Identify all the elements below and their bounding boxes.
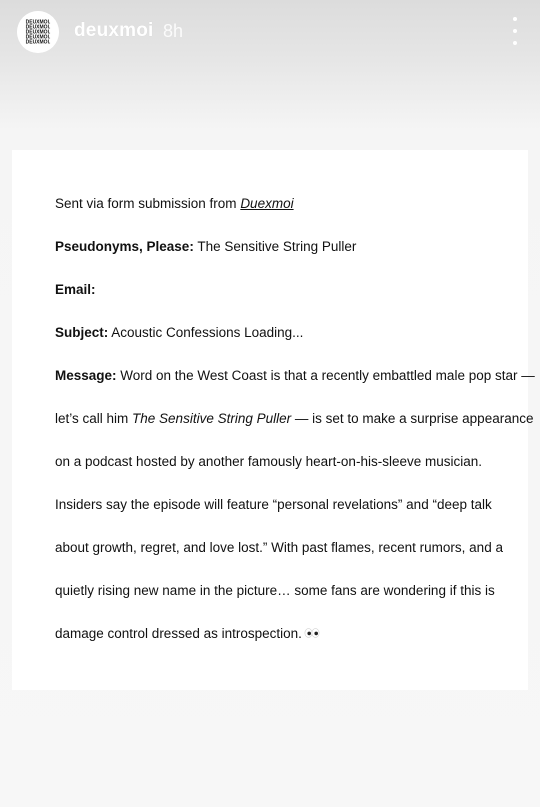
avatar-logo-line: DEUXMOI. — [25, 34, 51, 41]
story-timestamp: 8h — [163, 21, 184, 41]
more-dot-icon — [513, 29, 517, 33]
message-line-1 — [55, 365, 535, 408]
avatar-logo-line: DEUXMOI. — [25, 39, 51, 46]
avatar-logo-line: DEUXMOI. — [25, 24, 51, 31]
eyes-emoji-icon — [304, 628, 320, 638]
profile-avatar[interactable] — [17, 11, 59, 53]
username-label[interactable]: deuxmoi — [74, 20, 154, 41]
message-line-4 — [55, 494, 515, 537]
more-options-button[interactable] — [508, 17, 522, 45]
story-header — [0, 0, 540, 64]
message-text-6: quietly rising new name in the picture… some fans are wondering if this is — [55, 583, 495, 598]
more-dot-icon — [513, 41, 517, 45]
email-label: Email: — [55, 282, 96, 297]
message-text-2b: — is set to make a surprise appearance — [291, 411, 534, 426]
message-line-7 — [55, 623, 515, 666]
more-dot-icon — [513, 17, 517, 21]
message-text-2a: let’s call him — [55, 411, 133, 426]
avatar-logo-line: DEUXMOI. — [25, 19, 51, 26]
message-text-7: damage control dressed as introspection. — [55, 626, 302, 641]
deuxmoi-logo-icon — [17, 11, 59, 53]
message-text-5: about growth, regret, and love lost.” With past flames, recent rumors, and a — [55, 540, 503, 555]
message-text-2-italic: The Sensitive String Puller — [132, 411, 292, 426]
source-link[interactable]: Duexmoi — [240, 196, 294, 211]
email-line — [55, 279, 515, 322]
message-line-6 — [55, 580, 515, 623]
subject-line — [55, 322, 515, 365]
pseudonym-value: The Sensitive String Puller — [193, 239, 357, 254]
message-text-4: Insiders say the episode will feature “personal revelations” and “deep talk — [55, 497, 492, 512]
message-line-5 — [55, 537, 515, 580]
message-text-1: Word on the West Coast is that a recently embattled male pop star — — [116, 368, 535, 383]
submission-content — [55, 193, 535, 666]
intro-line — [55, 193, 515, 236]
message-line-2 — [55, 408, 534, 451]
message-text-3: on a podcast hosted by another famously heart-on-his-sleeve musician. — [55, 454, 482, 469]
message-line-3 — [55, 451, 515, 494]
message-label: Message: — [55, 368, 117, 383]
intro-text: Sent via form submission from — [55, 196, 241, 211]
pseudonym-line — [55, 236, 515, 279]
avatar-logo-line: DEUXMOI. — [25, 29, 51, 36]
subject-value: Acoustic Confessions Loading... — [108, 325, 304, 340]
pseudonym-label: Pseudonyms, Please: — [55, 239, 194, 254]
subject-label: Subject: — [55, 325, 109, 340]
